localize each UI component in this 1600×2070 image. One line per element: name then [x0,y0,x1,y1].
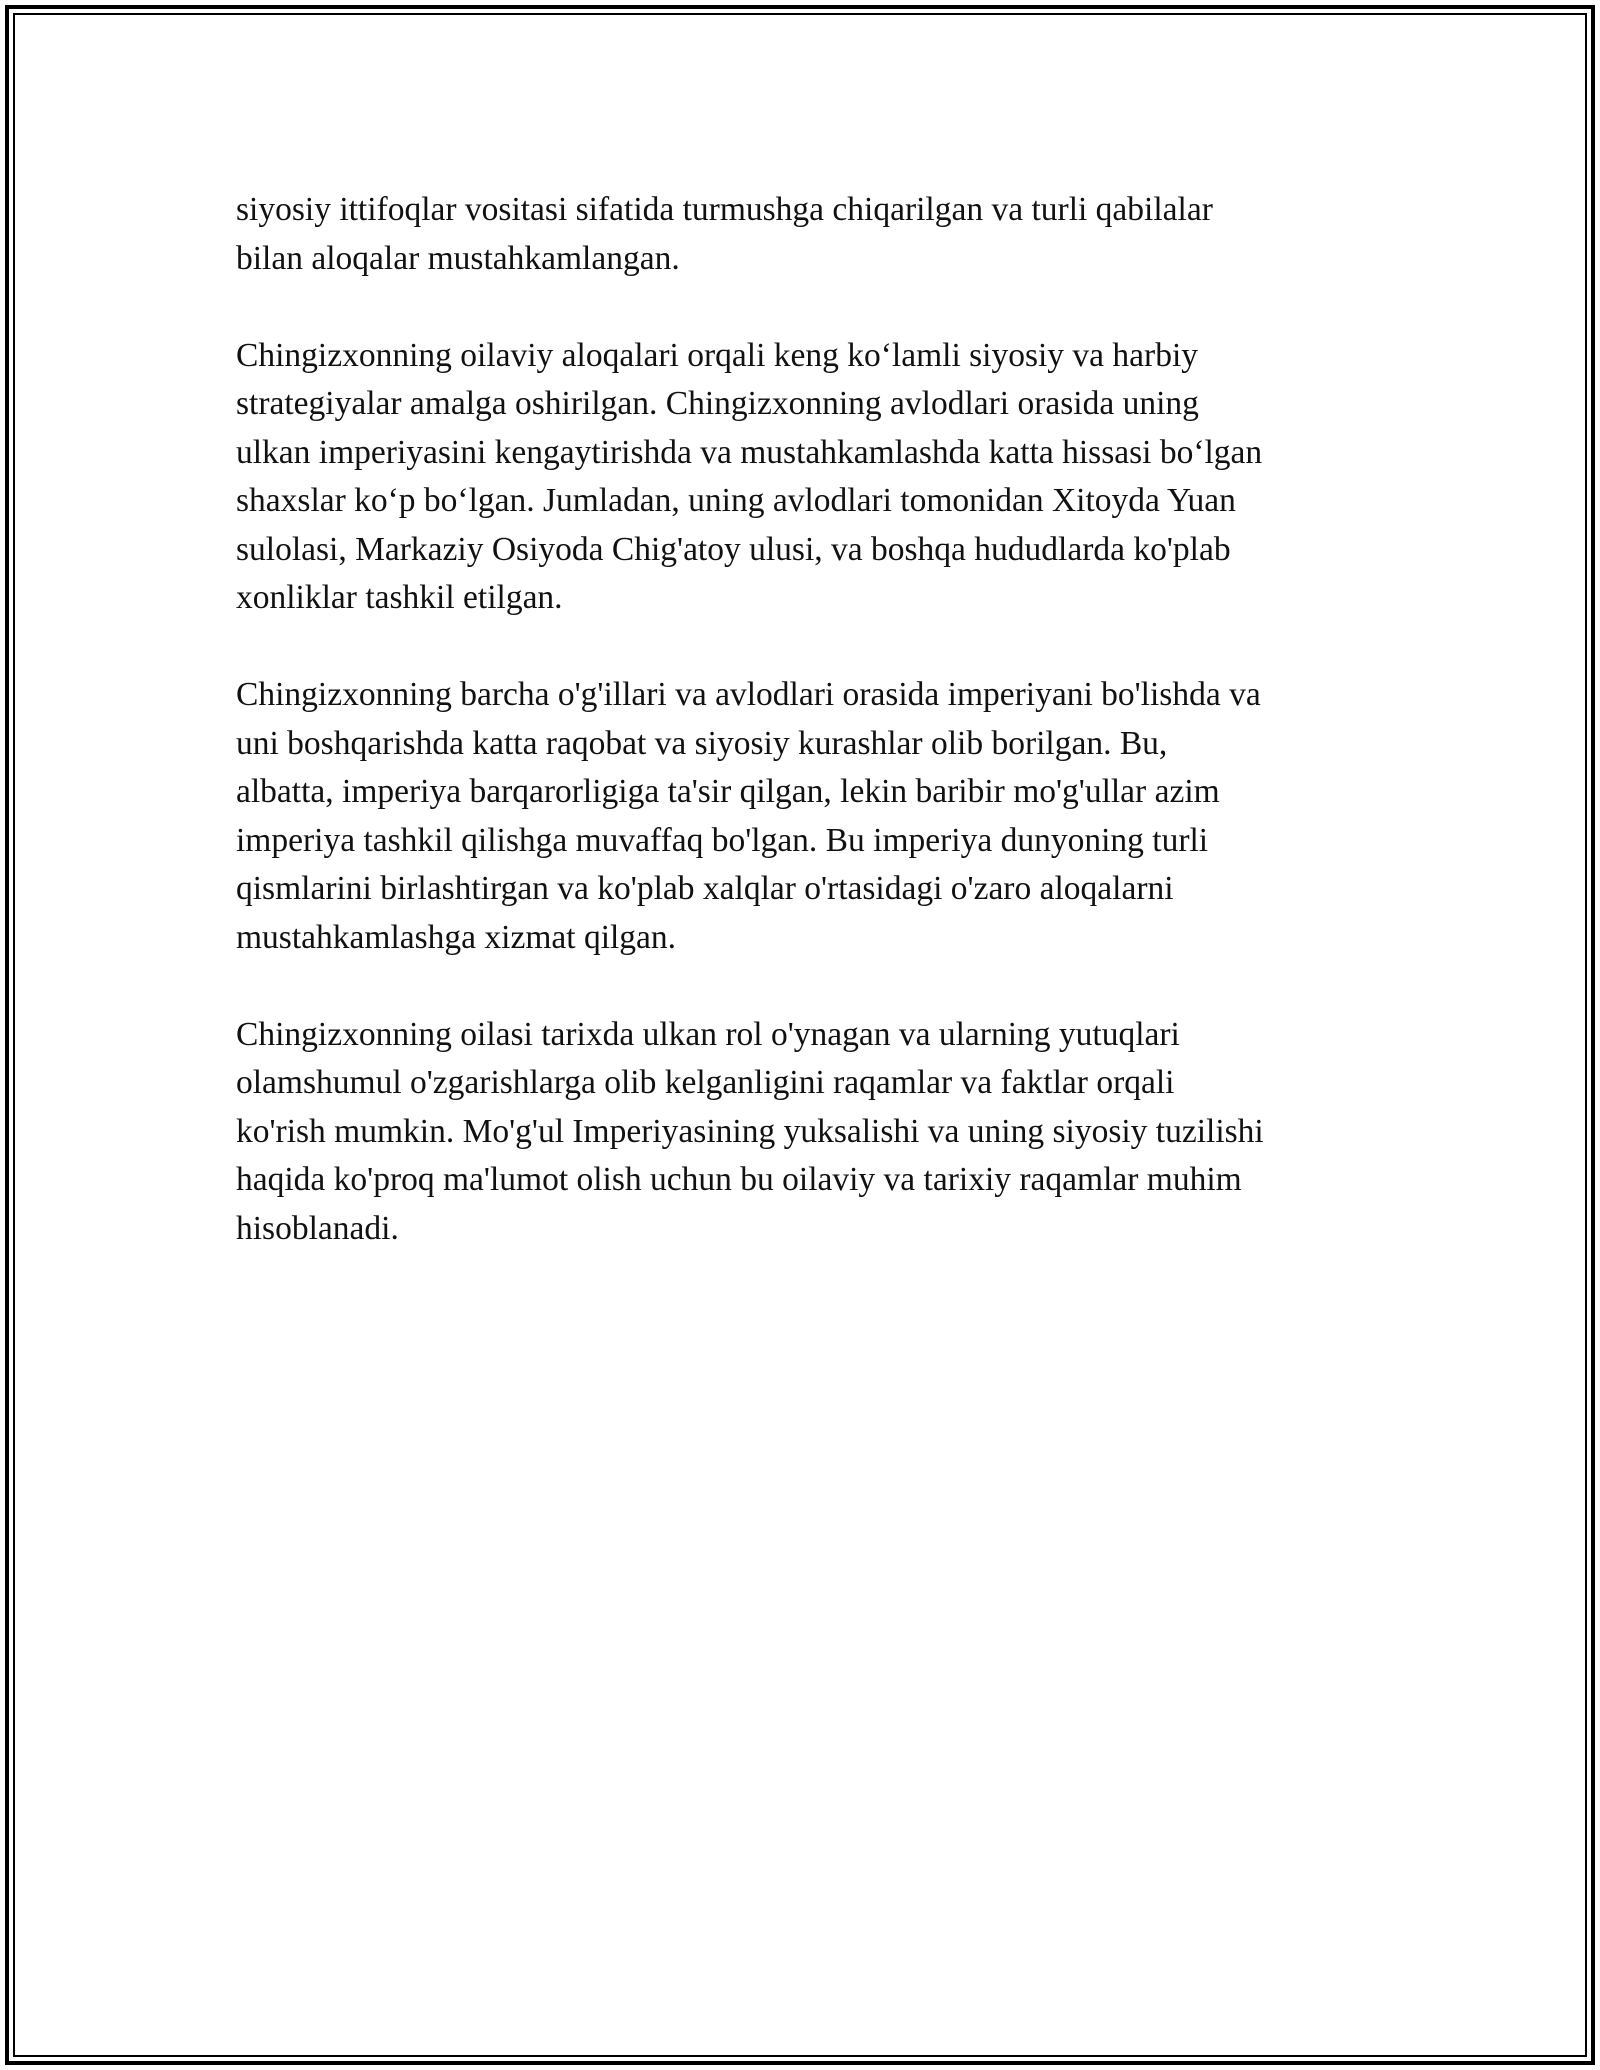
text-line: qismlarini birlashtirgan va ko'plab xalqlar o'rtasidagi o'zaro aloqalarni [236,870,1174,907]
text-line: Chingizxonning oilasi tarixda ulkan rol o'ynagan va ularning yutuqlari [236,1015,1180,1053]
text-line: olamshumul o'zgarishlarga olib kelganligini raqamlar va faktlar orqali [236,1064,1175,1101]
paragraph-3 [236,671,1366,962]
text-line: sulolasi, Markaziy Osiyoda Chig'atoy ulusi, va boshqa hududlarda ko'plab [236,530,1231,568]
text-line: siyosiy ittifoqlar vositasi sifatida turmushga chiqarilgan va turli qabilalar [236,191,1213,228]
document-body [236,186,1366,1302]
paragraph-2 [236,332,1366,623]
text-line: shaxslar ko‘p bo‘lgan. Jumladan, uning avlodlari tomonidan Xitoyda Yuan [236,482,1236,519]
text-line: strategiyalar amalga oshirilgan. Chingizxonning avlodlari orasida uning [236,385,1199,422]
paragraph-1 [236,186,1366,283]
text-line: uni boshqarishda katta raqobat va siyosiy kurashlar olib borilgan. Bu, [236,724,1168,762]
text-line: ulkan imperiyasini kengaytirishda va mustahkamlashda katta hissasi bo‘lgan [236,433,1263,471]
text-line: Chingizxonning barcha o'g'illari va avlodlari orasida imperiyani bo'lishda va [236,676,1261,713]
text-line: haqida ko'proq ma'lumot olish uchun bu oilaviy va tarixiy raqamlar muhim [236,1161,1242,1198]
text-line: bilan aloqalar mustahkamlangan. [236,239,680,277]
text-line: xonliklar tashkil etilgan. [236,579,563,616]
text-line: ko'rish mumkin. Mo'g'ul Imperiyasining yuksalishi va uning siyosiy tuzilishi [236,1112,1264,1150]
text-line: albatta, imperiya barqarorligiga ta'sir qilgan, lekin baribir mo'g'ullar azim [236,773,1220,810]
text-line: Chingizxonning oilaviy aloqalari orqali keng ko‘lamli siyosiy va harbiy [236,336,1199,374]
text-line: hisoblanadi. [236,1209,399,1247]
text-line: imperiya tashkil qilishga muvaffaq bo'lgan. Bu imperiya dunyoning turli [236,821,1209,859]
paragraph-4 [236,1011,1366,1254]
text-line: mustahkamlashga xizmat qilgan. [236,918,677,956]
